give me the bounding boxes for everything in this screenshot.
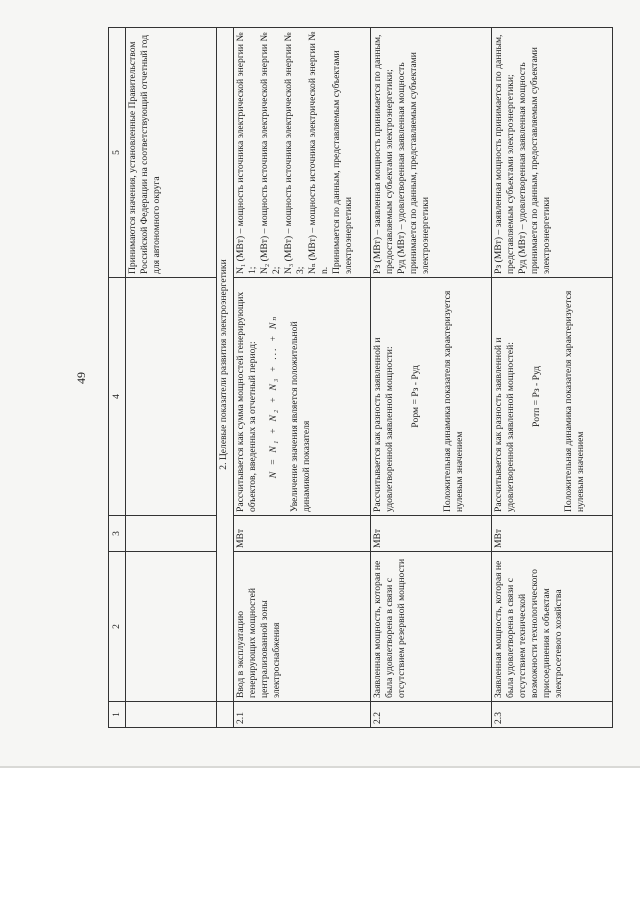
method-note: Положительная динамика показателя характеризуется нулевым значением (442, 290, 465, 512)
section-title: 2. Целевые показатели развития электроэнергетики (217, 28, 234, 702)
cont-cell-4 (126, 278, 217, 516)
source-line: N₃ (МВт) – мощность источника электрической энергии № 3; (283, 32, 306, 274)
row-unit: МВт (234, 516, 371, 552)
source-line: N₁ (МВт) – мощность источника электрической энергии № 1; (235, 32, 258, 274)
header-cell-1: 1 (109, 702, 126, 728)
section-cell-1 (217, 702, 234, 728)
row-num: 2.3 (492, 702, 613, 728)
cont-cell-1 (126, 702, 217, 728)
table-row (371, 28, 492, 728)
method-text: Рассчитывается как разность заявленной и удовлетворенной заявленной мощности: (372, 337, 395, 512)
row-num: 2.2 (371, 702, 492, 728)
method-text: Рассчитывается как сумма мощностей генерирующих объектов, введенных за отчетный период: (235, 291, 258, 512)
row-unit: МВт (492, 516, 613, 552)
header-row (109, 28, 126, 728)
cont-cell-5: Принимаются значения, установленные Правительством Российской Федерации на соответствующий отчетный год для автономного округа (126, 28, 217, 278)
method-note: Положительная динамика показателя характеризуется нулевым значением (563, 290, 586, 512)
rotated-page (70, 28, 630, 728)
row-num: 2.1 (234, 702, 371, 728)
row-source (371, 28, 492, 278)
source-line: Nₙ (МВт) – мощность источника электрической энергии № n. (307, 31, 330, 274)
header-cell-2: 2 (109, 552, 126, 702)
row-method (234, 278, 371, 516)
row-name: Ввод в эксплуатацию генерирующих мощностей централизованной зоны электроснабжения (234, 552, 371, 702)
header-cell-3: 3 (109, 516, 126, 552)
table-row (492, 28, 613, 728)
row-unit: МВт (371, 516, 492, 552)
method-text: Рассчитывается как разность заявленной и удовлетворенной заявленной мощностей: (493, 337, 516, 512)
cont-cell-3 (126, 516, 217, 552)
source-line: Pз (МВт) – заявленная мощность принимается по данным, предоставляемым субъектами электроэнергетики; (372, 34, 395, 274)
method-formula: Pотп = Pз - Pуд (531, 365, 542, 428)
sheet-edge (0, 766, 640, 768)
indicators-table (108, 27, 613, 728)
source-line: N₂ (МВт) – мощность источника электрической энергии № 2; (259, 32, 282, 274)
method-note: Увеличение значения является положительной динамикой показателя (289, 321, 312, 512)
method-formula: Pорм = Pз - Pуд (410, 365, 421, 428)
row-method (371, 278, 492, 516)
page-number: 49 (74, 372, 88, 384)
row-source (492, 28, 613, 278)
source-line: Pз (МВт) – заявленная мощность принимается по данным, представляемым субъектами электроэнергетики; (493, 34, 516, 274)
row-method (492, 278, 613, 516)
row-name: Заявленная мощность, которая не была удовлетворена в связи с отсутствием резервной мощности (371, 552, 492, 702)
source-line: Pуд (МВт) – удовлетворенная заявленная мощность принимается по данным, представляемым субъектами электроэнергетики (396, 52, 431, 274)
section-row (217, 28, 234, 728)
header-cell-4: 4 (109, 278, 126, 516)
source-line: Pуд (МВт) – удовлетворенная заявленная мощность принимается по данным, предоставляемым субъектами электроэнергетики (517, 47, 552, 274)
source-line: Принимается по данным, представляемым субъектами электроэнергетики (331, 50, 354, 274)
row-source (234, 28, 371, 278)
continuation-row (126, 28, 217, 728)
cont-cell-2 (126, 552, 217, 702)
method-formula: N = N₁ + N₂ + N₃ + ... + Nₙ (268, 314, 279, 479)
header-cell-5: 5 (109, 28, 126, 278)
table-row (234, 28, 371, 728)
row-name: Заявленная мощность, которая не была удовлетворена в связи с отсутствием технической возможности технологического присоединения к объектам электросетевого хозяйства (492, 552, 613, 702)
